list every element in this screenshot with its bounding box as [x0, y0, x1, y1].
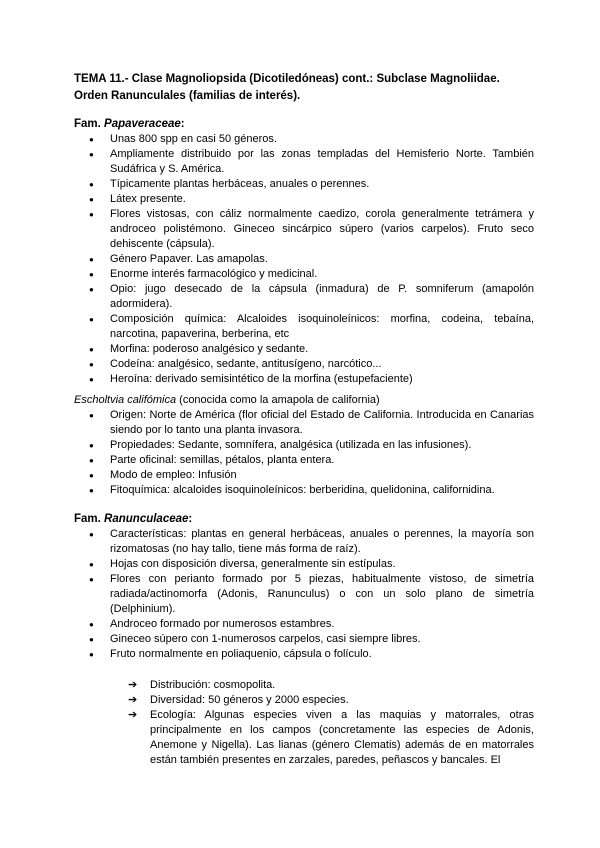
list-item: ● Hojas con disposición diversa, generalmente sin estípulas.	[74, 557, 534, 572]
list-item: ● Parte oficinal: semillas, pétalos, planta entera.	[74, 453, 534, 468]
list-item: ● Enorme interés farmacológico y medicinal.	[74, 267, 534, 282]
arrow-icon: ➔	[128, 694, 138, 706]
list-item: ● Androceo formado por numerosos estambres.	[74, 617, 534, 632]
papaveraceae-list	[74, 132, 534, 387]
list-item: ● Morfina: poderoso analgésico y sedante.	[74, 342, 534, 357]
species-name: Escholtvia califómica	[74, 394, 177, 406]
list-item: ● Fruto normalmente en poliaquenio, cápsula o folículo.	[74, 647, 534, 662]
sub-list-item	[128, 678, 534, 693]
heading-prefix: Fam.	[74, 118, 105, 130]
heading-papaveraceae	[74, 117, 534, 132]
list-item: ● Género Papaver. Las amapolas.	[74, 252, 534, 267]
sub-item-text: Distribución: cosmopolita.	[150, 679, 276, 691]
list-item: ● Origen: Norte de América (flor oficial del Estado de California. Introducida en Canarias siendo por lo tanto una planta invasora.	[74, 408, 534, 438]
heading-ranunculaceae	[74, 512, 534, 527]
sub-list-item	[128, 693, 534, 708]
list-item: ● Unas 800 spp en casi 50 géneros.	[74, 132, 534, 147]
section-eschscholzia	[74, 393, 534, 498]
list-item: ● Típicamente plantas herbáceas, anuales o perennes.	[74, 177, 534, 192]
sub-item-text: Ecología: Algunas especies viven a las maquias y matorrales, otras principalmente en los campos (concretamente las especies de Adonis, Anemone y Nigella). Las lianas (género Clematis) además de en matorrales están también presentes en zarzales, paredes, peñascos y bancales. El	[150, 709, 534, 766]
sub-list-item	[128, 708, 534, 768]
list-item: ● Flores vistosas, con cáliz normalmente caedizo, corola generalmente tetrámera y androceo polistémono. Gineceo sincárpico súpero (varios carpelos). Fruto seco dehiscente (cápsula).	[74, 207, 534, 252]
list-item: ● Fitoquímica: alcaloides isoquinoleínicos: berberidina, quelidonina, californidina.	[74, 483, 534, 498]
heading-suffix: :	[188, 513, 193, 525]
arrow-icon: ➔	[128, 679, 138, 691]
heading-prefix: Fam.	[74, 513, 105, 525]
list-item: ● Flores con perianto formado por 5 piezas, habitualmente vistoso, de simetría radiada/actinomorfa (Adonis, Ranunculus) o con un solo plano de simetría (Delphinium).	[74, 572, 534, 617]
sub-item-text: Diversidad: 50 géneros y 2000 especies.	[150, 694, 349, 706]
eschscholzia-list	[74, 408, 534, 498]
section-papaveraceae	[74, 117, 534, 387]
list-item: ● Características: plantas en general herbáceas, anuales o perennes, la mayoría son rizomatosas (no hay tallo, tiene más forma de raíz).	[74, 527, 534, 557]
list-item: ● Codeína: analgésico, sedante, antitusígeno, narcótico...	[74, 357, 534, 372]
list-item: ● Látex presente.	[74, 192, 534, 207]
list-item: ● Propiedades: Sedante, somnífera, analgésica (utilizada en las infusiones).	[74, 438, 534, 453]
heading-rest: (conocida como la amapola de california)	[176, 394, 380, 406]
list-item: ● Gineceo súpero con 1-numerosos carpelos, casi siempre libres.	[74, 632, 534, 647]
list-item: ● Opio: jugo desecado de la cápsula (inmadura) de P. somniferum (amapolón adormidera).	[74, 282, 534, 312]
heading-suffix: :	[180, 118, 185, 130]
list-item: ● Composición química: Alcaloides isoquinoleínicos: morfina, codeina, tebaína, narcotina, papaverina, berberina, etc	[74, 312, 534, 342]
list-item: ● Modo de empleo: Infusión	[74, 468, 534, 483]
list-item: ● Ampliamente distribuido por las zonas templadas del Hemisferio Norte. También Sudáfrica y S. América.	[74, 147, 534, 177]
list-item: ● Heroína: derivado semisintético de la morfina (estupefaciente)	[74, 372, 534, 387]
section-ranunculaceae	[74, 512, 534, 768]
document-title: TEMA 11.- Clase Magnoliopsida (Dicotiledóneas) cont.: Subclase Magnoliidae. Orden Ranunculales (familias de interés).	[74, 73, 500, 102]
family-name: Ranunculaceae	[104, 513, 189, 525]
ranunculaceae-list	[74, 527, 534, 662]
arrow-icon: ➔	[128, 709, 138, 721]
heading-eschscholzia	[74, 393, 534, 408]
family-name: Papaveraceae	[104, 118, 181, 130]
ranunculaceae-sublist	[128, 678, 534, 768]
